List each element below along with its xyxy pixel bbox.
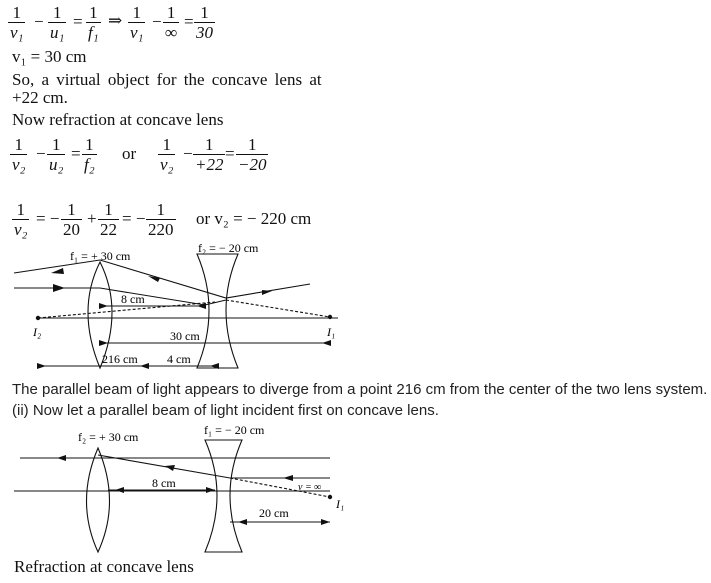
label-8cm: 8 cm	[121, 292, 145, 306]
arrow-icon	[283, 475, 293, 481]
fraction: $\frac{1}{\text{v₂}}$	[14, 200, 28, 239]
arrow-icon	[140, 363, 149, 369]
point-i2	[36, 316, 40, 320]
concave-lens	[197, 254, 238, 368]
arrow-icon	[99, 303, 108, 309]
arrow-icon	[321, 519, 330, 525]
point-i1	[328, 495, 332, 499]
virtual-object-text-2: +22 cm.	[12, 88, 68, 107]
fraction: $\frac{1}{30}$	[196, 3, 213, 42]
arrow-icon	[51, 268, 64, 274]
arrow-icon	[322, 340, 331, 346]
arrow-icon	[99, 340, 108, 346]
operator: =	[184, 12, 194, 31]
arrow-icon	[37, 363, 46, 369]
arrow-icon	[115, 487, 124, 493]
fraction: $\frac{1}{20}$	[63, 200, 80, 239]
light-ray	[14, 288, 226, 305]
label-30cm: 30 cm	[170, 329, 200, 343]
label-8cm: 8 cm	[152, 476, 176, 490]
virtual-ray	[226, 300, 330, 317]
fraction: $\frac{1}{\text{f₁}}$	[88, 3, 99, 42]
fraction: $\frac{1}{\text{f₂}}$	[84, 135, 95, 174]
arrow-icon	[57, 455, 66, 461]
paragraph-diverge: The parallel beam of light appears to diverge from a point 216 cm from the center of the two lens system.	[12, 381, 708, 398]
result-v2: or v₂ = − 220 cm	[196, 209, 312, 228]
operator: =	[73, 12, 83, 31]
fraction: $\frac{1}{\text{v₂}}$	[12, 135, 26, 174]
label-v-inf: v = ∞	[298, 482, 322, 493]
operator: or	[122, 144, 137, 163]
operator: −	[152, 12, 162, 31]
fraction: $\frac{1}{+22}$	[195, 135, 224, 174]
fraction: $\frac{1}{\text{v₁}}$	[10, 3, 24, 42]
fraction: $\frac{1}{\text{u₂}}$	[49, 135, 64, 174]
fraction: $\frac{1}{220}$	[148, 200, 174, 239]
label-i1: I₁	[327, 325, 336, 339]
operator: −	[34, 12, 44, 31]
convex-lens	[87, 448, 110, 552]
fraction: $\frac{1}{\text{v₂}}$	[160, 135, 174, 174]
operator: −	[183, 144, 193, 163]
fraction: $\frac{1}{\text{v₁}}$	[130, 3, 144, 42]
operator: −	[36, 144, 46, 163]
label-f2: f₂ = − 20 cm	[198, 241, 259, 255]
label-20cm: 20 cm	[259, 506, 289, 520]
arrow-icon	[53, 284, 65, 292]
label-f2: f₂ = + 30 cm	[78, 430, 139, 444]
arrow-icon	[238, 519, 247, 525]
arrow-icon	[206, 487, 215, 493]
operator: =	[225, 144, 235, 163]
label-i1: I₁	[336, 497, 345, 511]
operator: ⇒	[108, 11, 123, 30]
footer-heading: Refraction at concave lens	[14, 557, 194, 576]
virtual-object-text: So, a virtual object for the concave lens at	[12, 70, 322, 89]
operator: +	[87, 209, 97, 228]
label-f1: f₁ = − 20 cm	[204, 423, 265, 437]
arrow-icon	[148, 276, 160, 282]
fraction: $\frac{1}{-20}$	[238, 135, 267, 174]
fraction: $\frac{1}{22}$	[100, 200, 117, 239]
label-f1: f₁ = + 30 cm	[70, 249, 131, 263]
lens-diagram-1	[0, 240, 711, 375]
arrow-icon	[165, 465, 175, 471]
label-4cm: 4 cm	[167, 352, 191, 366]
concave-lens	[205, 440, 242, 552]
point-i1	[328, 315, 332, 319]
fraction: $\frac{1}{\text{u₁}}$	[50, 3, 65, 42]
label-i2: I₂	[33, 325, 42, 339]
operator: =	[71, 144, 81, 163]
operator: = −	[36, 209, 60, 228]
result-v1: v₁ = 30 cm	[12, 47, 87, 66]
operator: = −	[122, 209, 146, 228]
lens-diagram-2	[0, 420, 711, 558]
label-216cm: 216 cm	[102, 352, 138, 366]
fraction: 1 ∞	[165, 3, 178, 42]
refraction-heading: Now refraction at concave lens	[12, 110, 224, 129]
paragraph-case-2: (ii) Now let a parallel beam of light incident first on concave lens.	[12, 402, 439, 419]
